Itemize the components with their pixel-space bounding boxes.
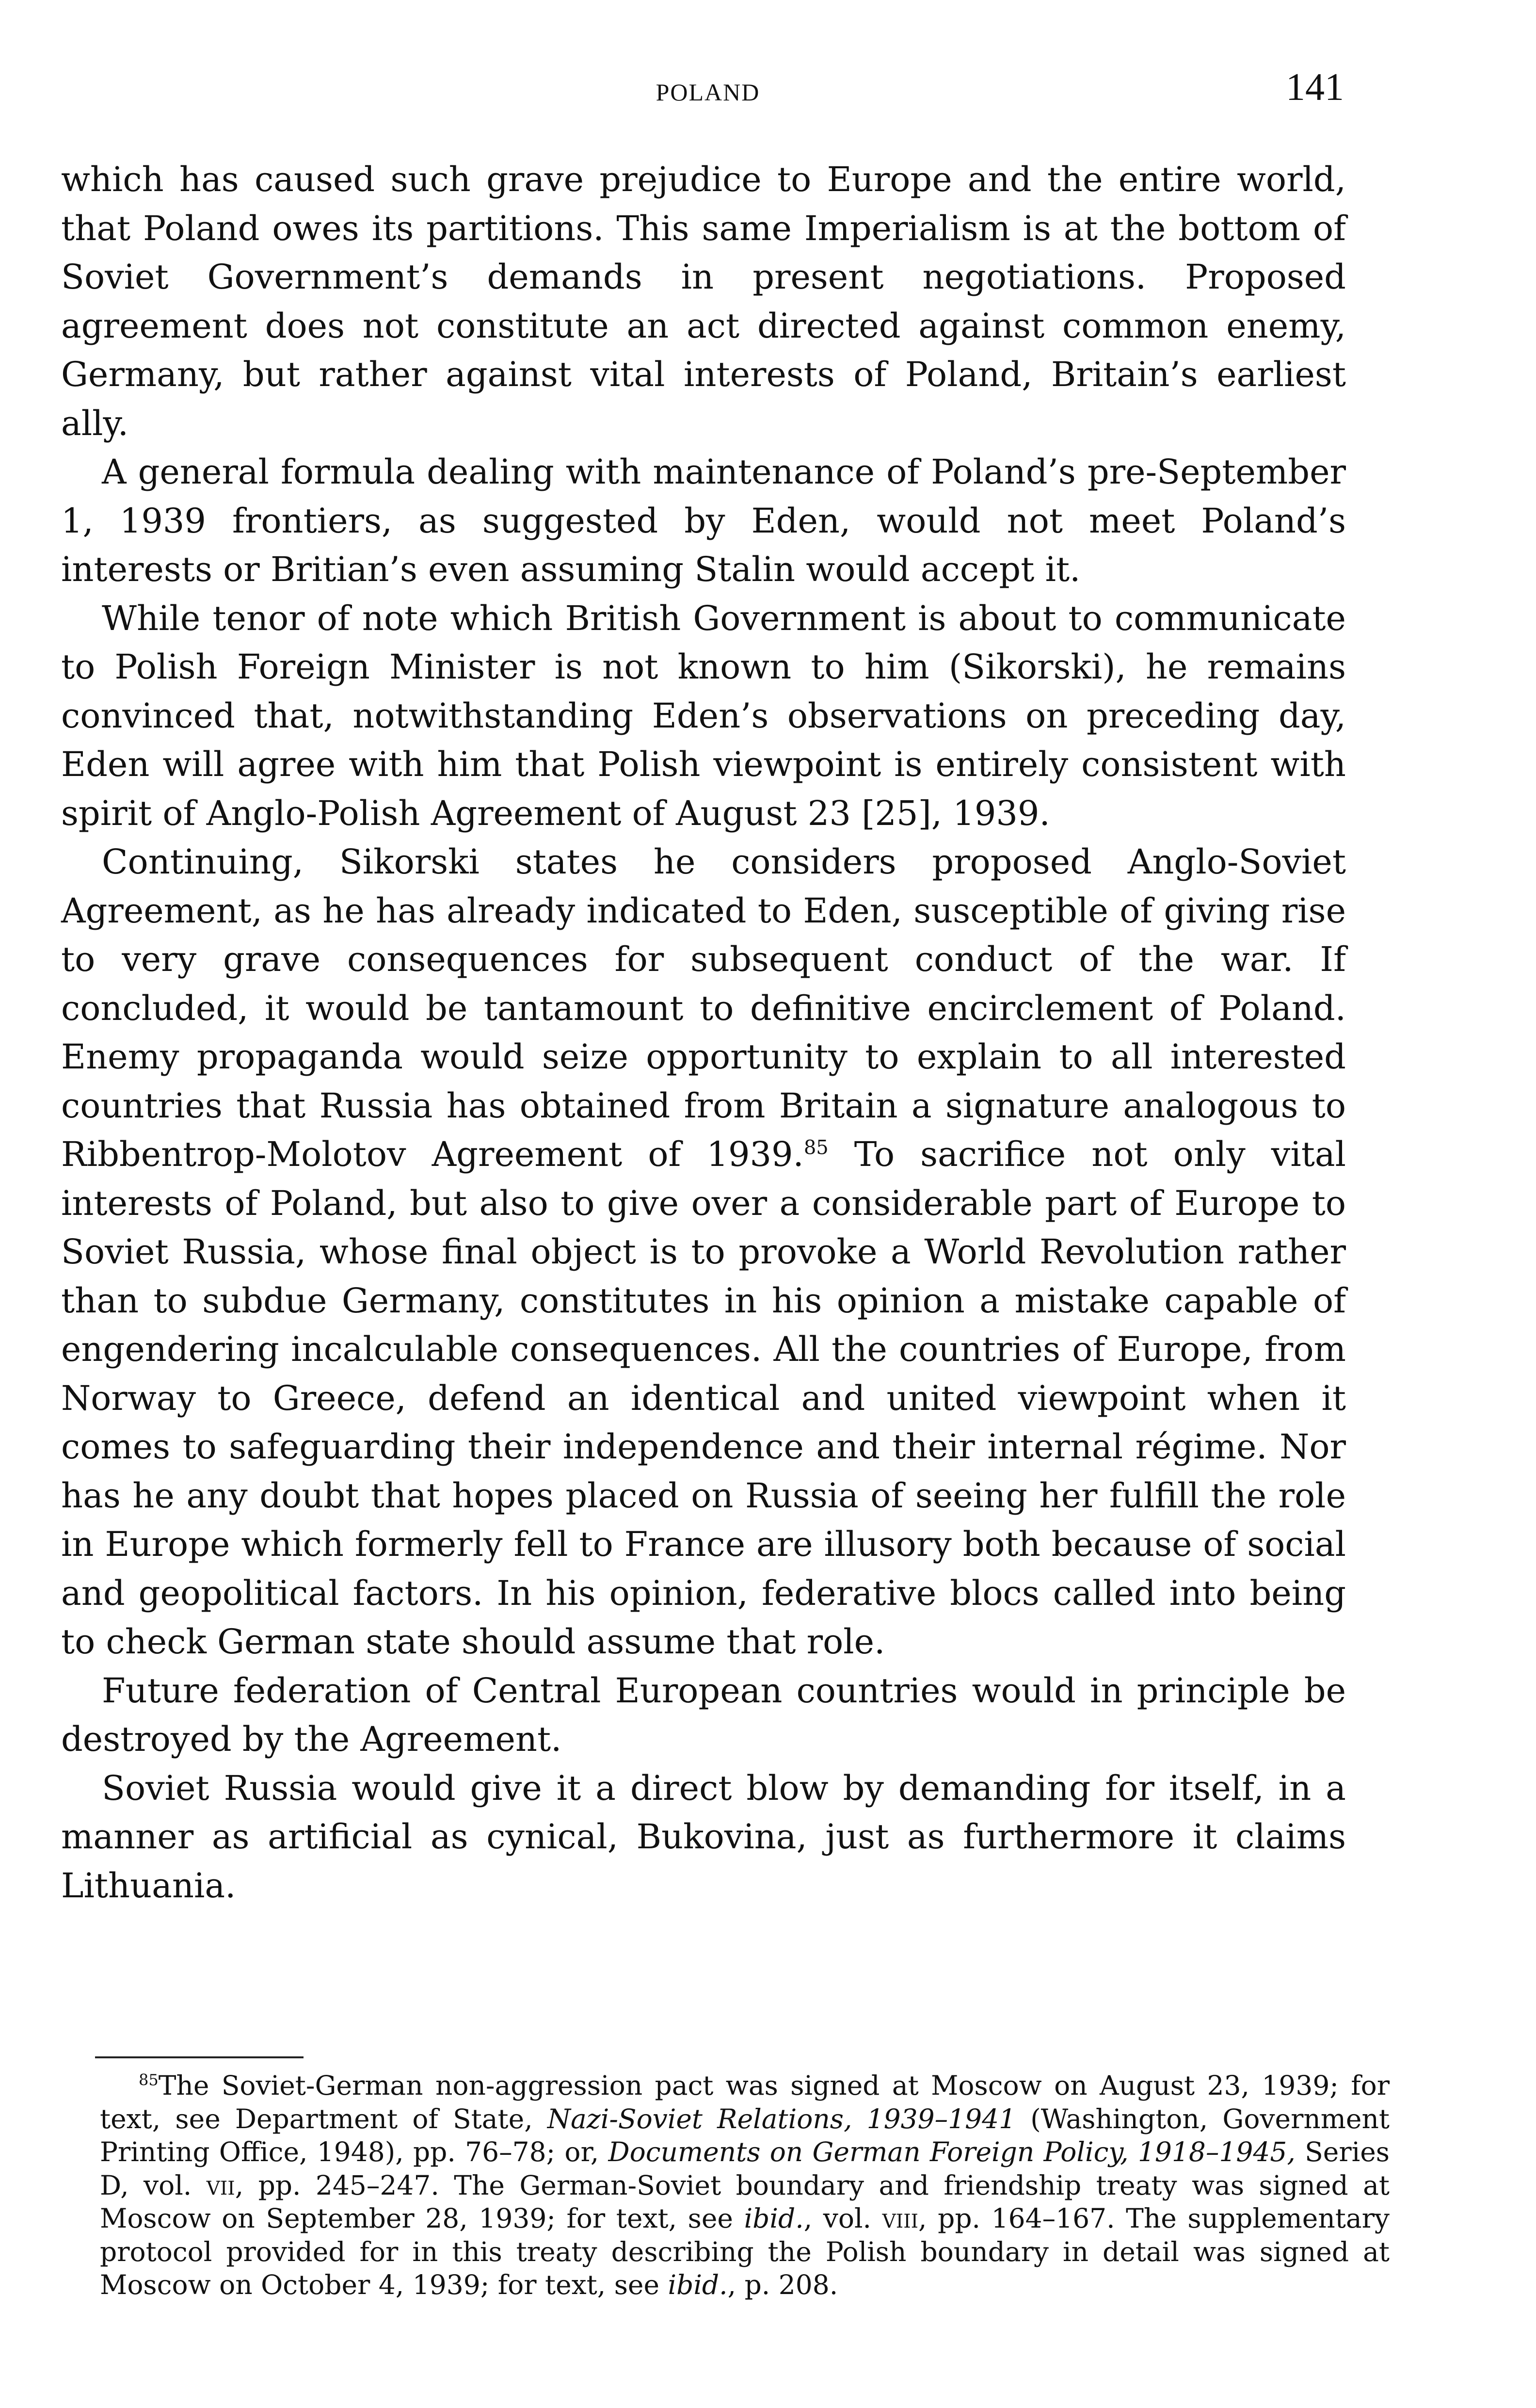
body-text <box>61 155 1346 1910</box>
paragraph-5: Future federation of Central European countries would in principle be destroyed by the Agreement. <box>61 1670 1346 1759</box>
page-number: 141 <box>1286 66 1344 109</box>
footnote-85 <box>100 2069 1390 2302</box>
footnote-text: , pp. 164–167. The supplementary protocol provided for in this treaty describing the Polish boundary in detail was signed at Moscow on October 4, 1939; for text, see <box>100 2203 1390 2300</box>
footnote-divider <box>95 2056 304 2058</box>
footnote-ibid: ibid. <box>668 2269 728 2300</box>
paragraph-4 <box>61 838 1346 1666</box>
footnote-text: (Washington, Government Printing Office, 1948), pp. 76–78; or, <box>100 2103 1390 2167</box>
footnote-text: Series D, vol. <box>100 2136 1390 2201</box>
footnote-title-documents-german-foreign-policy: Documents on German Foreign Policy, 1918–1945, <box>608 2136 1296 2167</box>
footnote-marker: 85 <box>139 2070 159 2089</box>
paragraph-1: which has caused such grave prejudice to Europe and the entire world, that Poland owes its partitions. This same Imperialism is at the bottom of Soviet Government’s demands in present negotiations. Proposed agreement does not constitute an act directed against common enemy, Germany, but rather against vital interests of Poland, Britain’s earliest ally. <box>61 160 1346 443</box>
paragraph-4-text-before-ref: Continuing, Sikorski states he considers proposed Anglo-Soviet Agreement, as he has already indicated to Eden, susceptible of giving rise to very grave consequences for subsequent conduct of the war. If concluded, it would be tantamount to definitive encirclement of Poland. Enemy propaganda would seize opportunity to explain to all interested countries that Russia has obtained from Britain a signature analogous to Ribbentrop-Molotov Agreement of 1939. <box>61 842 1346 1174</box>
footnote-text: , pp. 245–247. The German-Soviet boundary and friendship treaty was signed at Moscow on September 28, 1939; for text, see <box>100 2169 1390 2234</box>
paragraph-3: While tenor of note which British Government is about to communicate to Polish Foreign Minister is not known to him (Sikorski), he remains convinced that, notwithstanding Eden’s observations on preceding day, Eden will agree with him that Polish viewpoint is entirely consistent with spirit of Anglo-Polish Agreement of August 23 [25], 1939. <box>61 598 1346 833</box>
footnote-title-nazi-soviet-relations: Nazi-Soviet Relations, 1939–1941 <box>547 2103 1016 2134</box>
paragraph-2: A general formula dealing with maintenance of Poland’s pre-September 1, 1939 frontiers, as suggested by Eden, would not meet Poland’s interests or Britian’s even assuming Stalin would accept it. <box>61 452 1346 589</box>
paragraph-6: Soviet Russia would give it a direct blow by demanding for itself, in a manner as artificial as cynical, Bukovina, just as furthermore it claims Lithuania. <box>61 1768 1346 1906</box>
paragraph-4-text-after-ref: To sacrifice not only vital interests of Poland, but also to give over a considerable part of Europe to Soviet Russia, whose final object is to provoke a World Revolution rather than to subdue Germany, constitutes in his opinion a mistake capable of engendering incalculable consequences. All the countries of Europe, from Norway to Greece, defend an identical and united viewpoint when it comes to safeguarding their independence and their internal régime. Nor has he any doubt that hopes placed on Russia of seeing her fulfill the role in Europe which formerly fell to France are illusory both because of social and geopolitical factors. In his opinion, federative blocs called into being to check German state should assume that role. <box>61 1134 1346 1662</box>
footnote-reference-85: 85 <box>803 1136 829 1159</box>
footnote-text: , p. 208. <box>727 2269 838 2300</box>
footnote-volume-number: vii <box>206 2169 235 2201</box>
footnote-volume-number: viii <box>882 2203 919 2234</box>
footnote-text: The Soviet-German non-aggression pact was signed at Moscow on August 23, 1939; for text, see Department of State, <box>100 2070 1390 2134</box>
footnote-text: , vol. <box>803 2203 882 2234</box>
footnote-ibid: ibid. <box>744 2203 804 2234</box>
running-header-title: POLAND <box>656 79 760 106</box>
